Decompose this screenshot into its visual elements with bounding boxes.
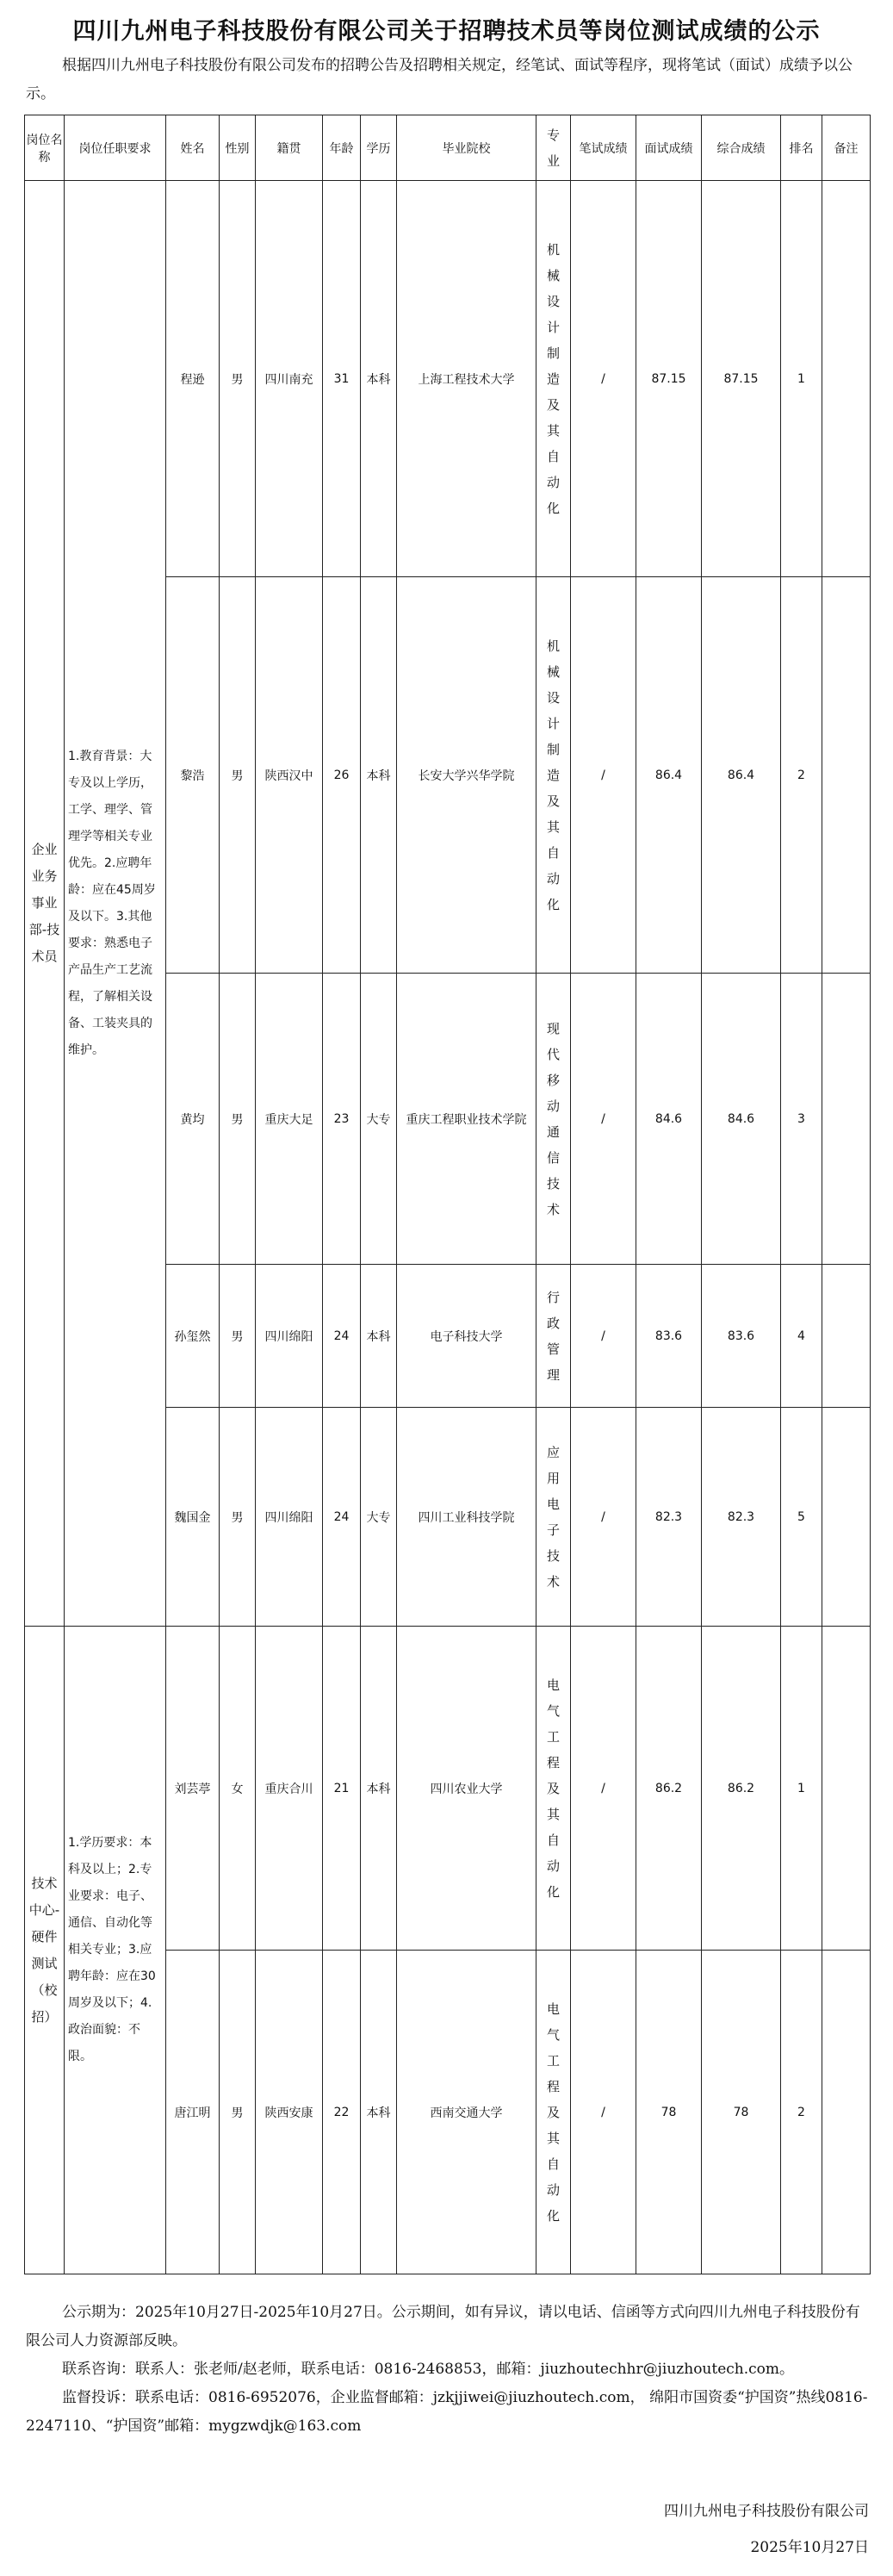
results-table: [24, 115, 871, 2274]
table-row: [25, 1627, 871, 1951]
age-cell: 31: [323, 181, 361, 577]
gender-cell: 男: [220, 974, 256, 1265]
remark-cell: [822, 1408, 871, 1627]
remark-cell: [822, 1265, 871, 1408]
requirements-cell: 1.教育背景：大专及以上学历，工学、理学、管理学等相关专业优先。2.应聘年龄：应在45周岁及以下。3.其他要求：熟悉电子产品生产工艺流程，了解相关设备、工装夹具的维护。: [65, 181, 166, 1627]
header-age: 年龄: [323, 115, 361, 181]
origin-cell: 重庆合川: [256, 1627, 323, 1951]
major-cell: 电气工程及其自动化: [536, 1627, 571, 1951]
education-cell: 本科: [361, 1627, 397, 1951]
name-cell: 唐江明: [166, 1951, 220, 2274]
gender-cell: 男: [220, 181, 256, 577]
intro-paragraph: 根据四川九州电子科技股份有限公司发布的招聘公告及招聘相关规定，经笔试、面试等程序，现将笔试（面试）成绩予以公示。: [26, 57, 853, 103]
major-cell: 现代移动通信技术: [536, 974, 571, 1265]
school-cell: 电子科技大学: [397, 1265, 536, 1408]
remark-cell: [822, 974, 871, 1265]
rank-cell: 3: [781, 974, 822, 1265]
header-origin: 籍贯: [256, 115, 323, 181]
gender-cell: 女: [220, 1627, 256, 1951]
total-cell: 86.4: [702, 577, 781, 974]
school-cell: 四川农业大学: [397, 1627, 536, 1951]
gender-cell: 男: [220, 577, 256, 974]
name-cell: 黎浩: [166, 577, 220, 974]
gender-cell: 男: [220, 1408, 256, 1627]
education-cell: 本科: [361, 1265, 397, 1408]
remark-cell: [822, 577, 871, 974]
total-cell: 86.2: [702, 1627, 781, 1951]
gender-cell: 男: [220, 1951, 256, 2274]
rank-cell: 1: [781, 181, 822, 577]
age-cell: 24: [323, 1408, 361, 1627]
signature-date: 2025年10月27日: [750, 2539, 869, 2556]
school-cell: 四川工业科技学院: [397, 1408, 536, 1627]
major-cell: 机械设计制造及其自动化: [536, 181, 571, 577]
school-cell: 上海工程技术大学: [397, 181, 536, 577]
education-cell: 大专: [361, 1408, 397, 1627]
remark-cell: [822, 181, 871, 577]
table-header-row: [25, 115, 871, 181]
major-cell: 行政管理: [536, 1265, 571, 1408]
written-cell: /: [571, 1265, 636, 1408]
origin-cell: 陕西汉中: [256, 577, 323, 974]
table-row: [25, 181, 871, 577]
rank-cell: 2: [781, 1951, 822, 2274]
interview-cell: 78: [636, 1951, 702, 2274]
total-cell: 84.6: [702, 974, 781, 1265]
school-cell: 重庆工程职业技术学院: [397, 974, 536, 1265]
notice-period: 公示期为：2025年10月27日-2025年10月27日。公示期间，如有异议，请以电话、信函等方式向四川九州电子科技股份有限公司人力资源部反映。: [26, 2304, 860, 2349]
origin-cell: 四川绵阳: [256, 1408, 323, 1627]
major-cell: 机械设计制造及其自动化: [536, 577, 571, 974]
major-cell: 应用电子技术: [536, 1408, 571, 1627]
written-cell: /: [571, 1408, 636, 1627]
major-cell: 电气工程及其自动化: [536, 1951, 571, 2274]
remark-cell: [822, 1627, 871, 1951]
age-cell: 21: [323, 1627, 361, 1951]
rank-cell: 5: [781, 1408, 822, 1627]
header-written: 笔试成绩: [571, 115, 636, 181]
origin-cell: 四川绵阳: [256, 1265, 323, 1408]
school-cell: 长安大学兴华学院: [397, 577, 536, 974]
header-total: 综合成绩: [702, 115, 781, 181]
position-cell: 技术中心-硬件测试（校招）: [25, 1627, 65, 2274]
origin-cell: 陕西安康: [256, 1951, 323, 2274]
position-cell: 企业业务事业部-技术员: [25, 181, 65, 1627]
age-cell: 24: [323, 1265, 361, 1408]
written-cell: /: [571, 181, 636, 577]
name-cell: 刘芸葶: [166, 1627, 220, 1951]
gender-cell: 男: [220, 1265, 256, 1408]
interview-cell: 83.6: [636, 1265, 702, 1408]
interview-cell: 82.3: [636, 1408, 702, 1627]
remark-cell: [822, 1951, 871, 2274]
page-title: 四川九州电子科技股份有限公司关于招聘技术员等岗位测试成绩的公示: [72, 18, 821, 45]
education-cell: 本科: [361, 577, 397, 974]
written-cell: /: [571, 1951, 636, 2274]
total-cell: 87.15: [702, 181, 781, 577]
age-cell: 26: [323, 577, 361, 974]
footer-notes: [26, 2299, 870, 2441]
header-gender: 性别: [220, 115, 256, 181]
header-rank: 排名: [781, 115, 822, 181]
interview-cell: 84.6: [636, 974, 702, 1265]
name-cell: 黄均: [166, 974, 220, 1265]
total-cell: 82.3: [702, 1408, 781, 1627]
requirements-cell: 1.学历要求：本科及以上；2.专业要求：电子、通信、自动化等相关专业；3.应聘年龄：应在30周岁及以下；4.政治面貌：不限。: [65, 1627, 166, 2274]
education-cell: 大专: [361, 974, 397, 1265]
total-cell: 78: [702, 1951, 781, 2274]
interview-cell: 87.15: [636, 181, 702, 577]
school-cell: 西南交通大学: [397, 1951, 536, 2274]
header-major: 专业: [536, 115, 571, 181]
age-cell: 22: [323, 1951, 361, 2274]
education-cell: 本科: [361, 1951, 397, 2274]
header-education: 学历: [361, 115, 397, 181]
header-name: 姓名: [166, 115, 220, 181]
header-remark: 备注: [822, 115, 871, 181]
written-cell: /: [571, 577, 636, 974]
supervision-info: 监督投诉：联系电话：0816-6952076，企业监督邮箱：jzkjjiwei@jiuzhoutech.com， 绵阳市国资委“护国资”热线0816-2247110、“护国资”邮箱：mygzwdjk@163.com: [26, 2389, 868, 2435]
age-cell: 23: [323, 974, 361, 1265]
written-cell: /: [571, 1627, 636, 1951]
name-cell: 程逊: [166, 181, 220, 577]
contact-info: 联系咨询：联系人：张老师/赵老师，联系电话：0816-2468853，邮箱：jiuzhoutechhr@jiuzhoutech.com。: [62, 2361, 795, 2378]
header-position: 岗位名称: [25, 115, 65, 181]
rank-cell: 4: [781, 1265, 822, 1408]
origin-cell: 重庆大足: [256, 974, 323, 1265]
header-requirements: 岗位任职要求: [65, 115, 166, 181]
education-cell: 本科: [361, 181, 397, 577]
interview-cell: 86.2: [636, 1627, 702, 1951]
interview-cell: 86.4: [636, 577, 702, 974]
header-school: 毕业院校: [397, 115, 536, 181]
rank-cell: 2: [781, 577, 822, 974]
written-cell: /: [571, 974, 636, 1265]
total-cell: 83.6: [702, 1265, 781, 1408]
origin-cell: 四川南充: [256, 181, 323, 577]
rank-cell: 1: [781, 1627, 822, 1951]
header-interview: 面试成绩: [636, 115, 702, 181]
name-cell: 孙玺然: [166, 1265, 220, 1408]
company-signature: 四川九州电子科技股份有限公司: [664, 2503, 869, 2520]
name-cell: 魏国金: [166, 1408, 220, 1627]
